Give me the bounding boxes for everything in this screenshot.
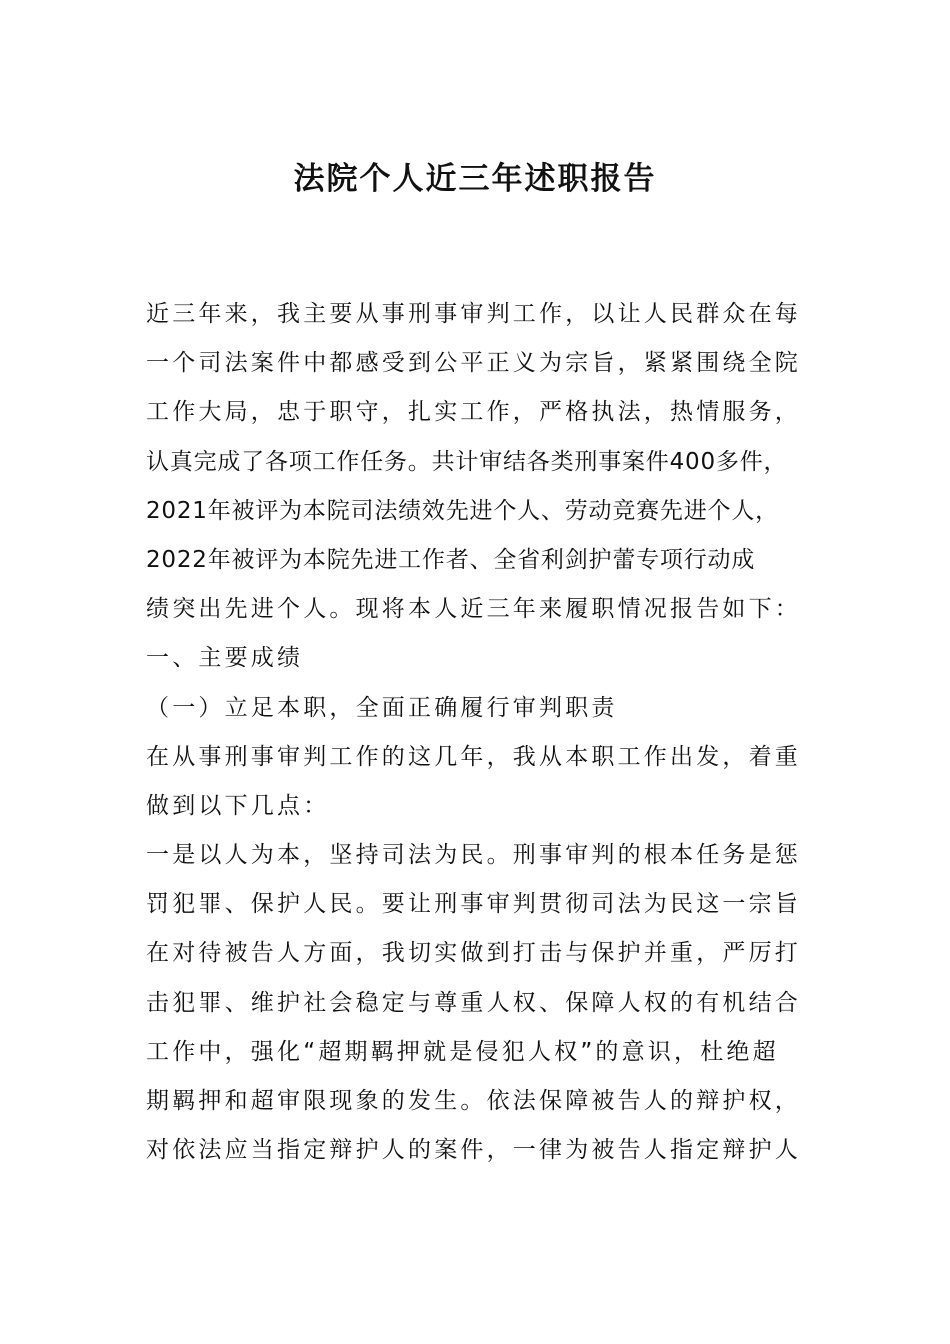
body-line: 罚犯罪、保护人民。要让刑事审判贯彻司法为民这一宗旨: [146, 891, 801, 918]
subsection-heading: （一）立足本职，全面正确履行审判职责: [146, 694, 618, 721]
body-line: 做到以下几点：: [146, 792, 330, 819]
body-line: 认真完成了各项工作任务。共计审结各类刑事案件400多件，: [146, 448, 788, 475]
body-line: 期羁押和超审限现象的发生。依法保障被告人的辩护权，: [146, 1088, 801, 1114]
body-line: 一是以人为本，坚持司法为民。刑事审判的根本任务是惩: [146, 842, 801, 869]
body-line: 工作中，强化“超期羁押就是侵犯人权”的意识，杜绝超: [146, 1038, 779, 1065]
body-line: 在对待被告人方面，我切实做到打击与保护并重，严厉打: [146, 940, 801, 967]
body-line: 一个司法案件中都感受到公平正义为宗旨，紧紧围绕全院: [146, 350, 801, 377]
body-line: 2021年被评为本院司法绩效先进个人、劳动竞赛先进个人，: [146, 497, 779, 524]
body-line: 绩突出先进个人。现将本人近三年来履职情况报告如下：: [146, 596, 801, 623]
body-line: 工作大局，忠于职守，扎实工作，严格执法，热情服务，: [146, 399, 801, 426]
document-body: [146, 290, 836, 1175]
body-line: 对依法应当指定辩护人的案件，一律为被告人指定辩护人: [146, 1137, 801, 1164]
body-line: 击犯罪、维护社会稳定与尊重人权、保障人权的有机结合: [146, 989, 801, 1016]
body-line: 在从事刑事审判工作的这几年，我从本职工作出发，着重: [146, 743, 801, 770]
body-line: 2022年被评为本院先进工作者、全省利剑护蕾专项行动成: [146, 546, 756, 573]
section-heading: 一、主要成绩: [146, 645, 304, 672]
body-line: 近三年来，我主要从事刑事审判工作，以让人民群众在每: [146, 301, 801, 327]
document-title: 法院个人近三年述职报告: [293, 161, 657, 197]
